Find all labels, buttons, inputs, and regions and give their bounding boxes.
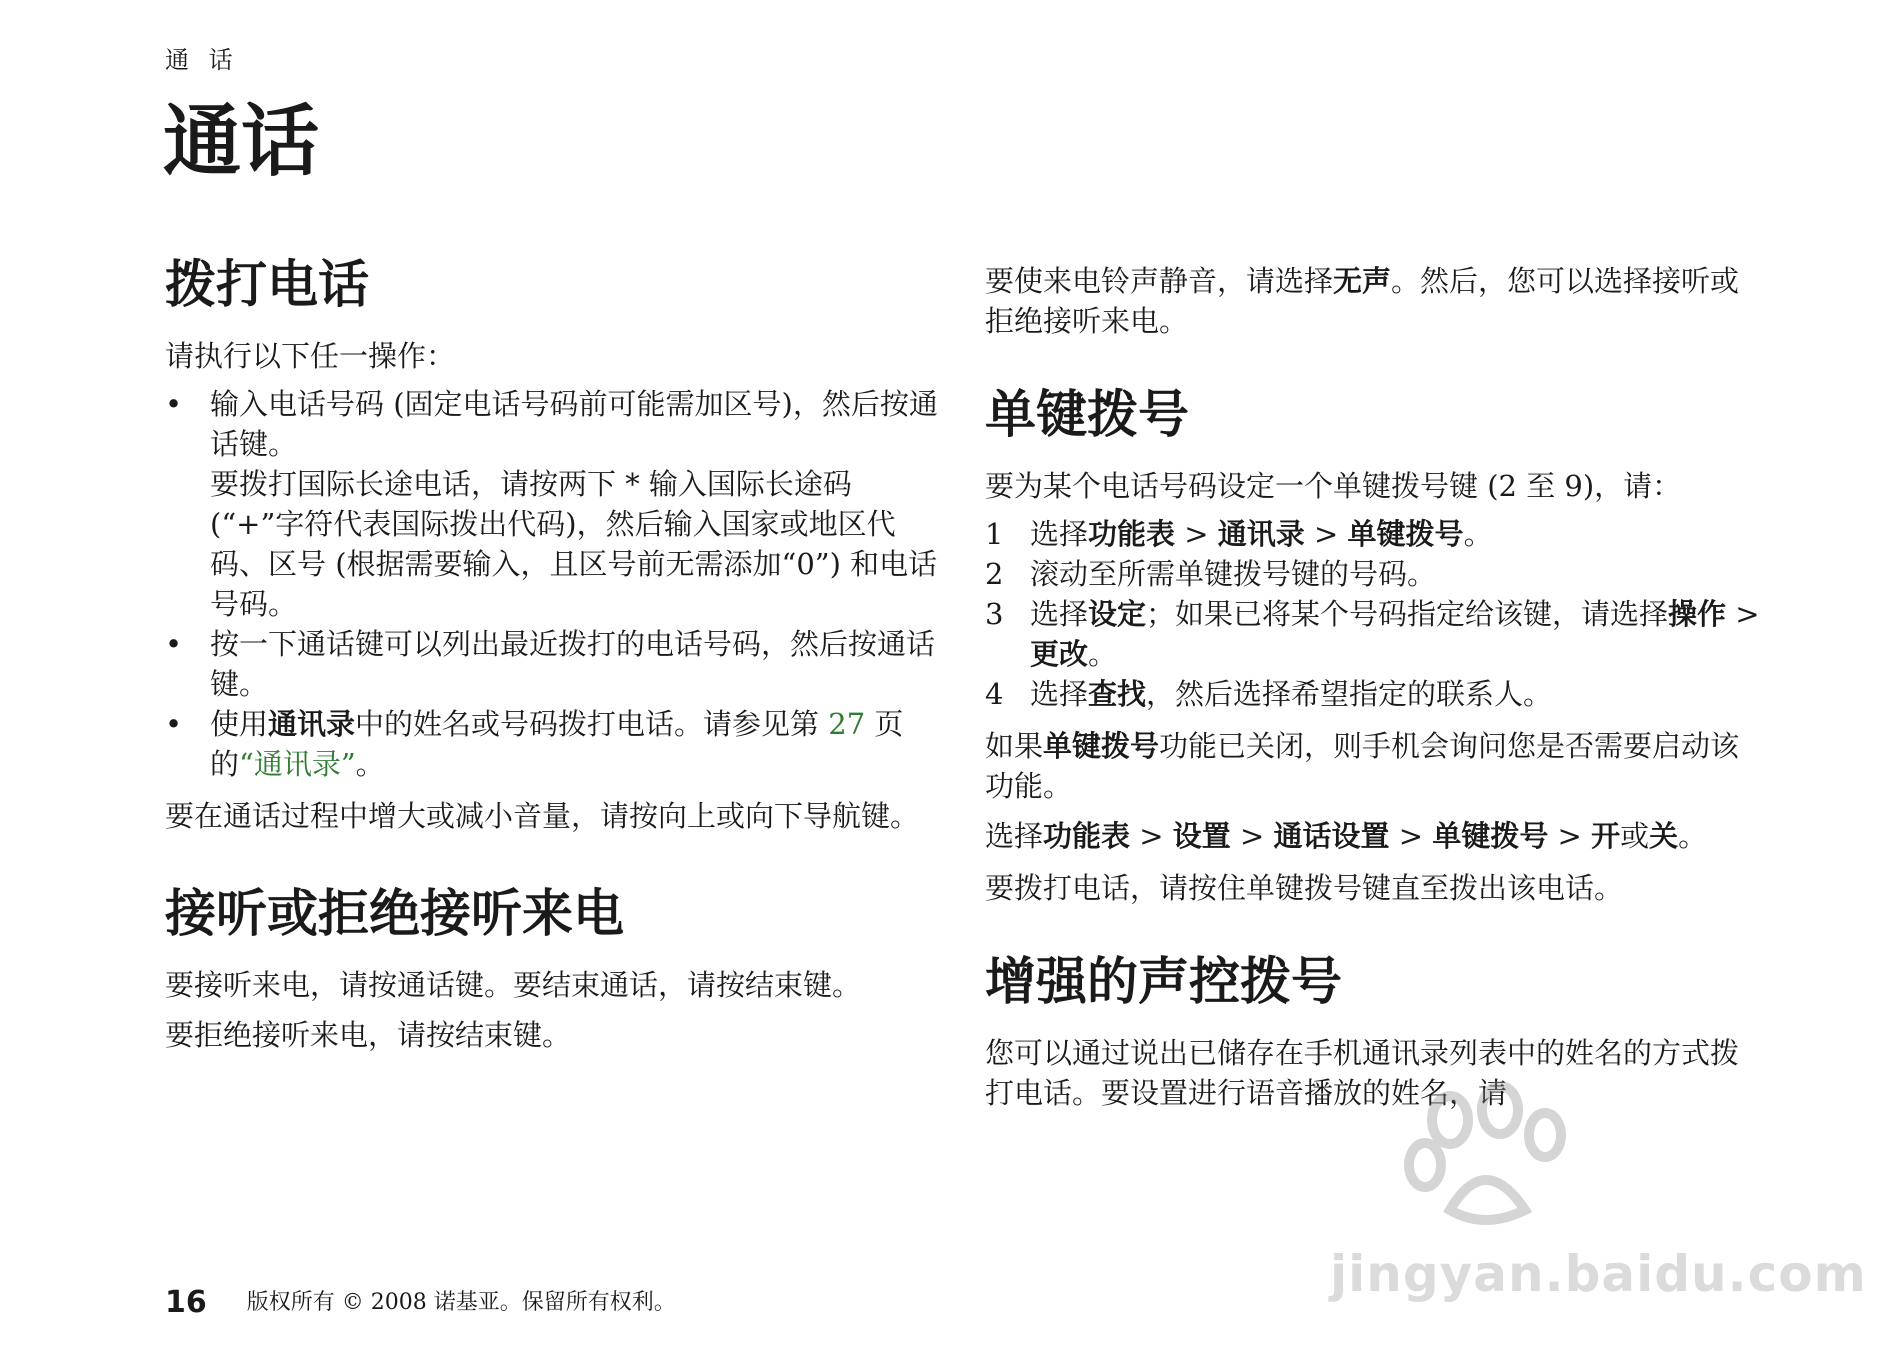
text: 选择 xyxy=(1030,677,1089,712)
reject-text: 要拒绝接听来电，请按结束键。 xyxy=(165,1018,572,1053)
section-heading-voice-dial: 增强的声控拨号 xyxy=(985,953,1343,1013)
menu-term: 功能表 xyxy=(1088,517,1176,552)
menu-term: 通讯录 xyxy=(1217,517,1305,552)
list-item xyxy=(985,554,1765,594)
menu-term: 功能表 xyxy=(1043,819,1131,854)
separator: > xyxy=(1726,597,1760,632)
right-column xyxy=(985,255,1765,1113)
separator: > xyxy=(1548,819,1592,854)
menu-term: 设置 xyxy=(1172,819,1231,854)
text: 中的姓名或号码拨打电话。请参见第 xyxy=(355,707,829,742)
step-number: 3 xyxy=(985,597,1004,632)
speed-dial-call-text: 要拨打电话，请按住单键拨号键直至拨出该电话。 xyxy=(985,871,1624,906)
list-item: • 按一下通话键可以列出最近拨打的电话号码，然后按通话键。 xyxy=(165,624,945,704)
text: 选择 xyxy=(1030,597,1089,632)
voice-dial-text: 您可以通过说出已储存在手机通讯录列表中的姓名的方式拨打电话。要设置进行语音播放的姓名，请 xyxy=(985,1036,1740,1111)
text: 选择 xyxy=(1030,517,1089,552)
section-heading-speed-dial: 单键拨号 xyxy=(985,386,1190,445)
text: 。 xyxy=(1088,637,1118,672)
speed-dial-path xyxy=(985,816,1765,856)
text: 滚动至所需单键拨号键的号码。 xyxy=(1030,557,1437,592)
text: 。 xyxy=(355,747,385,782)
menu-term-contacts: 通讯录 xyxy=(268,707,356,742)
speed-dial-intro: 要为某个电话号码设定一个单键拨号键 (2 至 9)，请： xyxy=(985,469,1682,504)
text: 。 xyxy=(1463,517,1493,552)
list-item xyxy=(165,384,945,624)
menu-term: 查找 xyxy=(1088,677,1147,712)
menu-term: 操作 xyxy=(1668,597,1727,632)
mute-text xyxy=(985,261,1765,341)
text: 。 xyxy=(1678,819,1708,854)
separator: > xyxy=(1230,819,1274,854)
text: 。然后，您可以选择接听或拒绝接听来电。 xyxy=(985,264,1740,338)
separator: > xyxy=(1175,517,1218,552)
make-call-options xyxy=(165,384,945,784)
text: 如果 xyxy=(985,729,1044,764)
menu-term: 单键拨号 xyxy=(1347,517,1464,552)
separator: > xyxy=(1304,517,1348,552)
speed-dial-off-text xyxy=(985,726,1765,806)
text: 使用 xyxy=(210,707,269,742)
separator: > xyxy=(1130,819,1173,854)
option-international: 要拨打国际长途电话，请按两下 * 输入国际长途码 (“+”字符代表国际拨出代码)，然后输入国家或地区代码、区号 (根据需要输入，且区号前无需添加“0”) 和电话号码。 xyxy=(210,467,938,622)
text: 页的 xyxy=(210,707,904,782)
page-number: 16 xyxy=(165,1285,207,1320)
list-item xyxy=(165,704,945,784)
option-enter-number: 输入电话号码 (固定电话号码前可能需加区号)，然后按通话键。 xyxy=(210,387,938,462)
menu-term: 单键拨号 xyxy=(1432,819,1549,854)
step-number: 2 xyxy=(985,557,1004,592)
footer xyxy=(165,1285,676,1320)
page-ref[interactable]: 27 xyxy=(828,707,866,742)
section-heading-answer-reject: 接听或拒绝接听来电 xyxy=(165,885,625,945)
make-call-intro: 请执行以下任一操作： xyxy=(165,339,456,374)
menu-term: 设定 xyxy=(1088,597,1147,632)
step-number: 1 xyxy=(985,517,1004,552)
text: 功能已关闭，则手机会询问您是否需要启动该功能。 xyxy=(985,729,1740,804)
list-item xyxy=(985,514,1765,554)
menu-term: 更改 xyxy=(1030,637,1089,672)
text: 选择 xyxy=(985,819,1044,854)
left-column xyxy=(165,255,945,1055)
menu-term: 关 xyxy=(1649,819,1679,854)
text: ；如果已将某个号码指定给该键，请选择 xyxy=(1146,597,1669,632)
menu-term-silence: 无声 xyxy=(1333,264,1392,298)
menu-term: 单键拨号 xyxy=(1043,729,1160,764)
menu-term: 通话设置 xyxy=(1273,819,1390,854)
text: 或 xyxy=(1620,819,1650,854)
section-heading-make-call: 拨打电话 xyxy=(165,256,370,315)
page-title: 通话 xyxy=(163,97,320,187)
list-item xyxy=(985,594,1765,674)
text: 要使来电铃声静音，请选择 xyxy=(985,264,1334,298)
contacts-link[interactable]: “通讯录” xyxy=(239,747,356,782)
separator: > xyxy=(1389,819,1433,854)
step-number: 4 xyxy=(985,677,1004,712)
list-item xyxy=(985,674,1765,714)
answer-text: 要接听来电，请按通话键。要结束通话，请按结束键。 xyxy=(165,968,862,1003)
speed-dial-steps xyxy=(985,514,1765,714)
volume-text: 要在通话过程中增大或减小音量，请按向上或向下导航键。 xyxy=(165,799,920,834)
running-head: 通 话 xyxy=(165,46,239,74)
menu-term: 开 xyxy=(1591,819,1621,854)
text: ，然后选择希望指定的联系人。 xyxy=(1146,677,1553,712)
copyright: 版权所有 © 2008 诺基亚。保留所有权利。 xyxy=(246,1290,676,1315)
watermark-text: jingyan.baidu.com xyxy=(1330,1245,1867,1303)
